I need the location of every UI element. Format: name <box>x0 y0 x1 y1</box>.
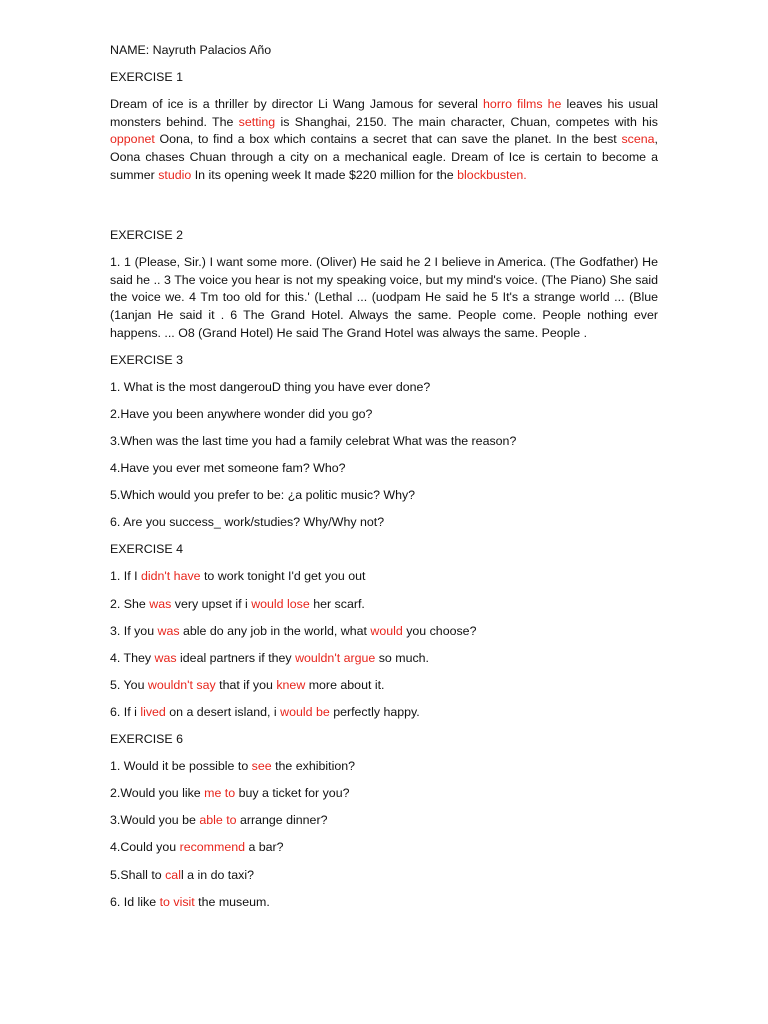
exercise-3-heading: EXERCISE 3 <box>110 352 183 367</box>
answer-highlight: setting <box>238 114 276 129</box>
answer-highlight: didn't have <box>141 569 201 584</box>
exercise-1-heading: EXERCISE 1 <box>110 70 183 85</box>
exercise-6-item: 2.Would you like me to buy a ticket for you? <box>110 786 350 801</box>
exercise-6-item: 1. Would it be possible to see the exhibition? <box>110 759 356 774</box>
exercise-4-item: 6. If i lived on a desert island, i would be perfectly happy. <box>110 704 420 719</box>
answer-highlight: wouldn't argue <box>295 650 376 665</box>
exercise-4-heading: EXERCISE 4 <box>110 542 183 557</box>
answer-highlight: was <box>154 650 177 665</box>
exercise-4-item: 1. If I didn't have to work tonight I'd get you out <box>110 569 366 584</box>
exercise-4-item: 5. You wouldn't say that if you knew more about it. <box>110 677 385 692</box>
exercise-1-paragraph: Dream of ice is a thriller by director Li Wang Jamous for several horro films he leaves his usual monsters behind. The setting is Shanghai, 2150. The main character, Chuan, competes with his opponet Oona, to find a box which contains a secret that can save the planet. In the best scena, Oona chases Chuan through a city on a mechanical eagle. Dream of Ice is certain to become a summer studio In its opening week It made $220 million for the blockbusten. <box>110 97 659 182</box>
answer-highlight: able to <box>199 813 237 828</box>
answer-highlight: cal <box>165 867 181 882</box>
exercise-3-item: 5.Which would you prefer to be: ¿a politic music? Why? <box>110 488 416 503</box>
exercise-3-item: 6. Are you success_ work/studies? Why/Why not? <box>110 515 385 530</box>
exercise-4-item: 2. She was very upset if i would lose her scarf. <box>110 596 365 611</box>
exercise-6-item: 5.Shall to call a in do taxi? <box>110 867 254 882</box>
answer-highlight: scena <box>621 132 655 147</box>
exercise-4-item: 3. If you was able do any job in the world, what would you choose? <box>110 623 477 638</box>
answer-highlight: wouldn't say <box>147 677 216 692</box>
exercise-3-item: 4.Have you ever met someone fam? Who? <box>110 461 346 476</box>
exercise-4-item: 4. They was ideal partners if they wouldn't argue so much. <box>110 650 429 665</box>
exercise-3-item: 1. What is the most dangerouD thing you have ever done? <box>110 379 431 394</box>
exercise-6-heading: EXERCISE 6 <box>110 732 183 747</box>
answer-highlight: lived <box>140 704 166 719</box>
exercise-3-item: 2.Have you been anywhere wonder did you go? <box>110 406 373 421</box>
answer-highlight: would <box>370 623 403 638</box>
answer-highlight: see <box>251 759 272 774</box>
answer-highlight: would be <box>280 704 330 719</box>
answer-highlight: was <box>157 623 180 638</box>
exercise-6-item: 3.Would you be able to arrange dinner? <box>110 813 328 828</box>
exercise-2-heading: EXERCISE 2 <box>110 228 183 243</box>
answer-highlight: opponet <box>110 132 155 147</box>
document-body <box>110 42 658 911</box>
exercise-6-item: 6. Id like to visit the museum. <box>110 894 270 909</box>
answer-highlight: was <box>149 596 172 611</box>
exercise-3-item: 3.When was the last time you had a family celebrat What was the reason? <box>110 434 517 448</box>
answer-highlight: me to <box>204 786 236 801</box>
answer-highlight: horro films he <box>483 97 562 112</box>
answer-highlight: studio <box>158 167 192 182</box>
answer-highlight: blockbusten. <box>457 167 527 182</box>
answer-highlight: would lose <box>251 596 310 611</box>
exercise-6-item: 4.Could you recommend a bar? <box>110 840 284 855</box>
answer-highlight: recommend <box>179 840 245 855</box>
answer-highlight: to visit <box>159 894 195 909</box>
answer-highlight: knew <box>276 677 306 692</box>
student-name: NAME: Nayruth Palacios Año <box>110 43 272 57</box>
exercise-2-paragraph: 1. 1 (Please, Sir.) I want some more. (Oliver) He said he 2 I believe in America. (The Godfather) He said he .. 3 The voice you hear is not my speaking voice, but my mind's voice. (The Piano) She said the voice we. 4 Tm too old for this.' (Lethal ... (uodpam He said he 5 It's a strange world ... (Blue (1anjan He said it . 6 The Grand Hotel. Always the same. People come. People nothing ever happens. ... O8 (Grand Hotel) He said The Grand Hotel was always the same. People . <box>110 255 658 340</box>
